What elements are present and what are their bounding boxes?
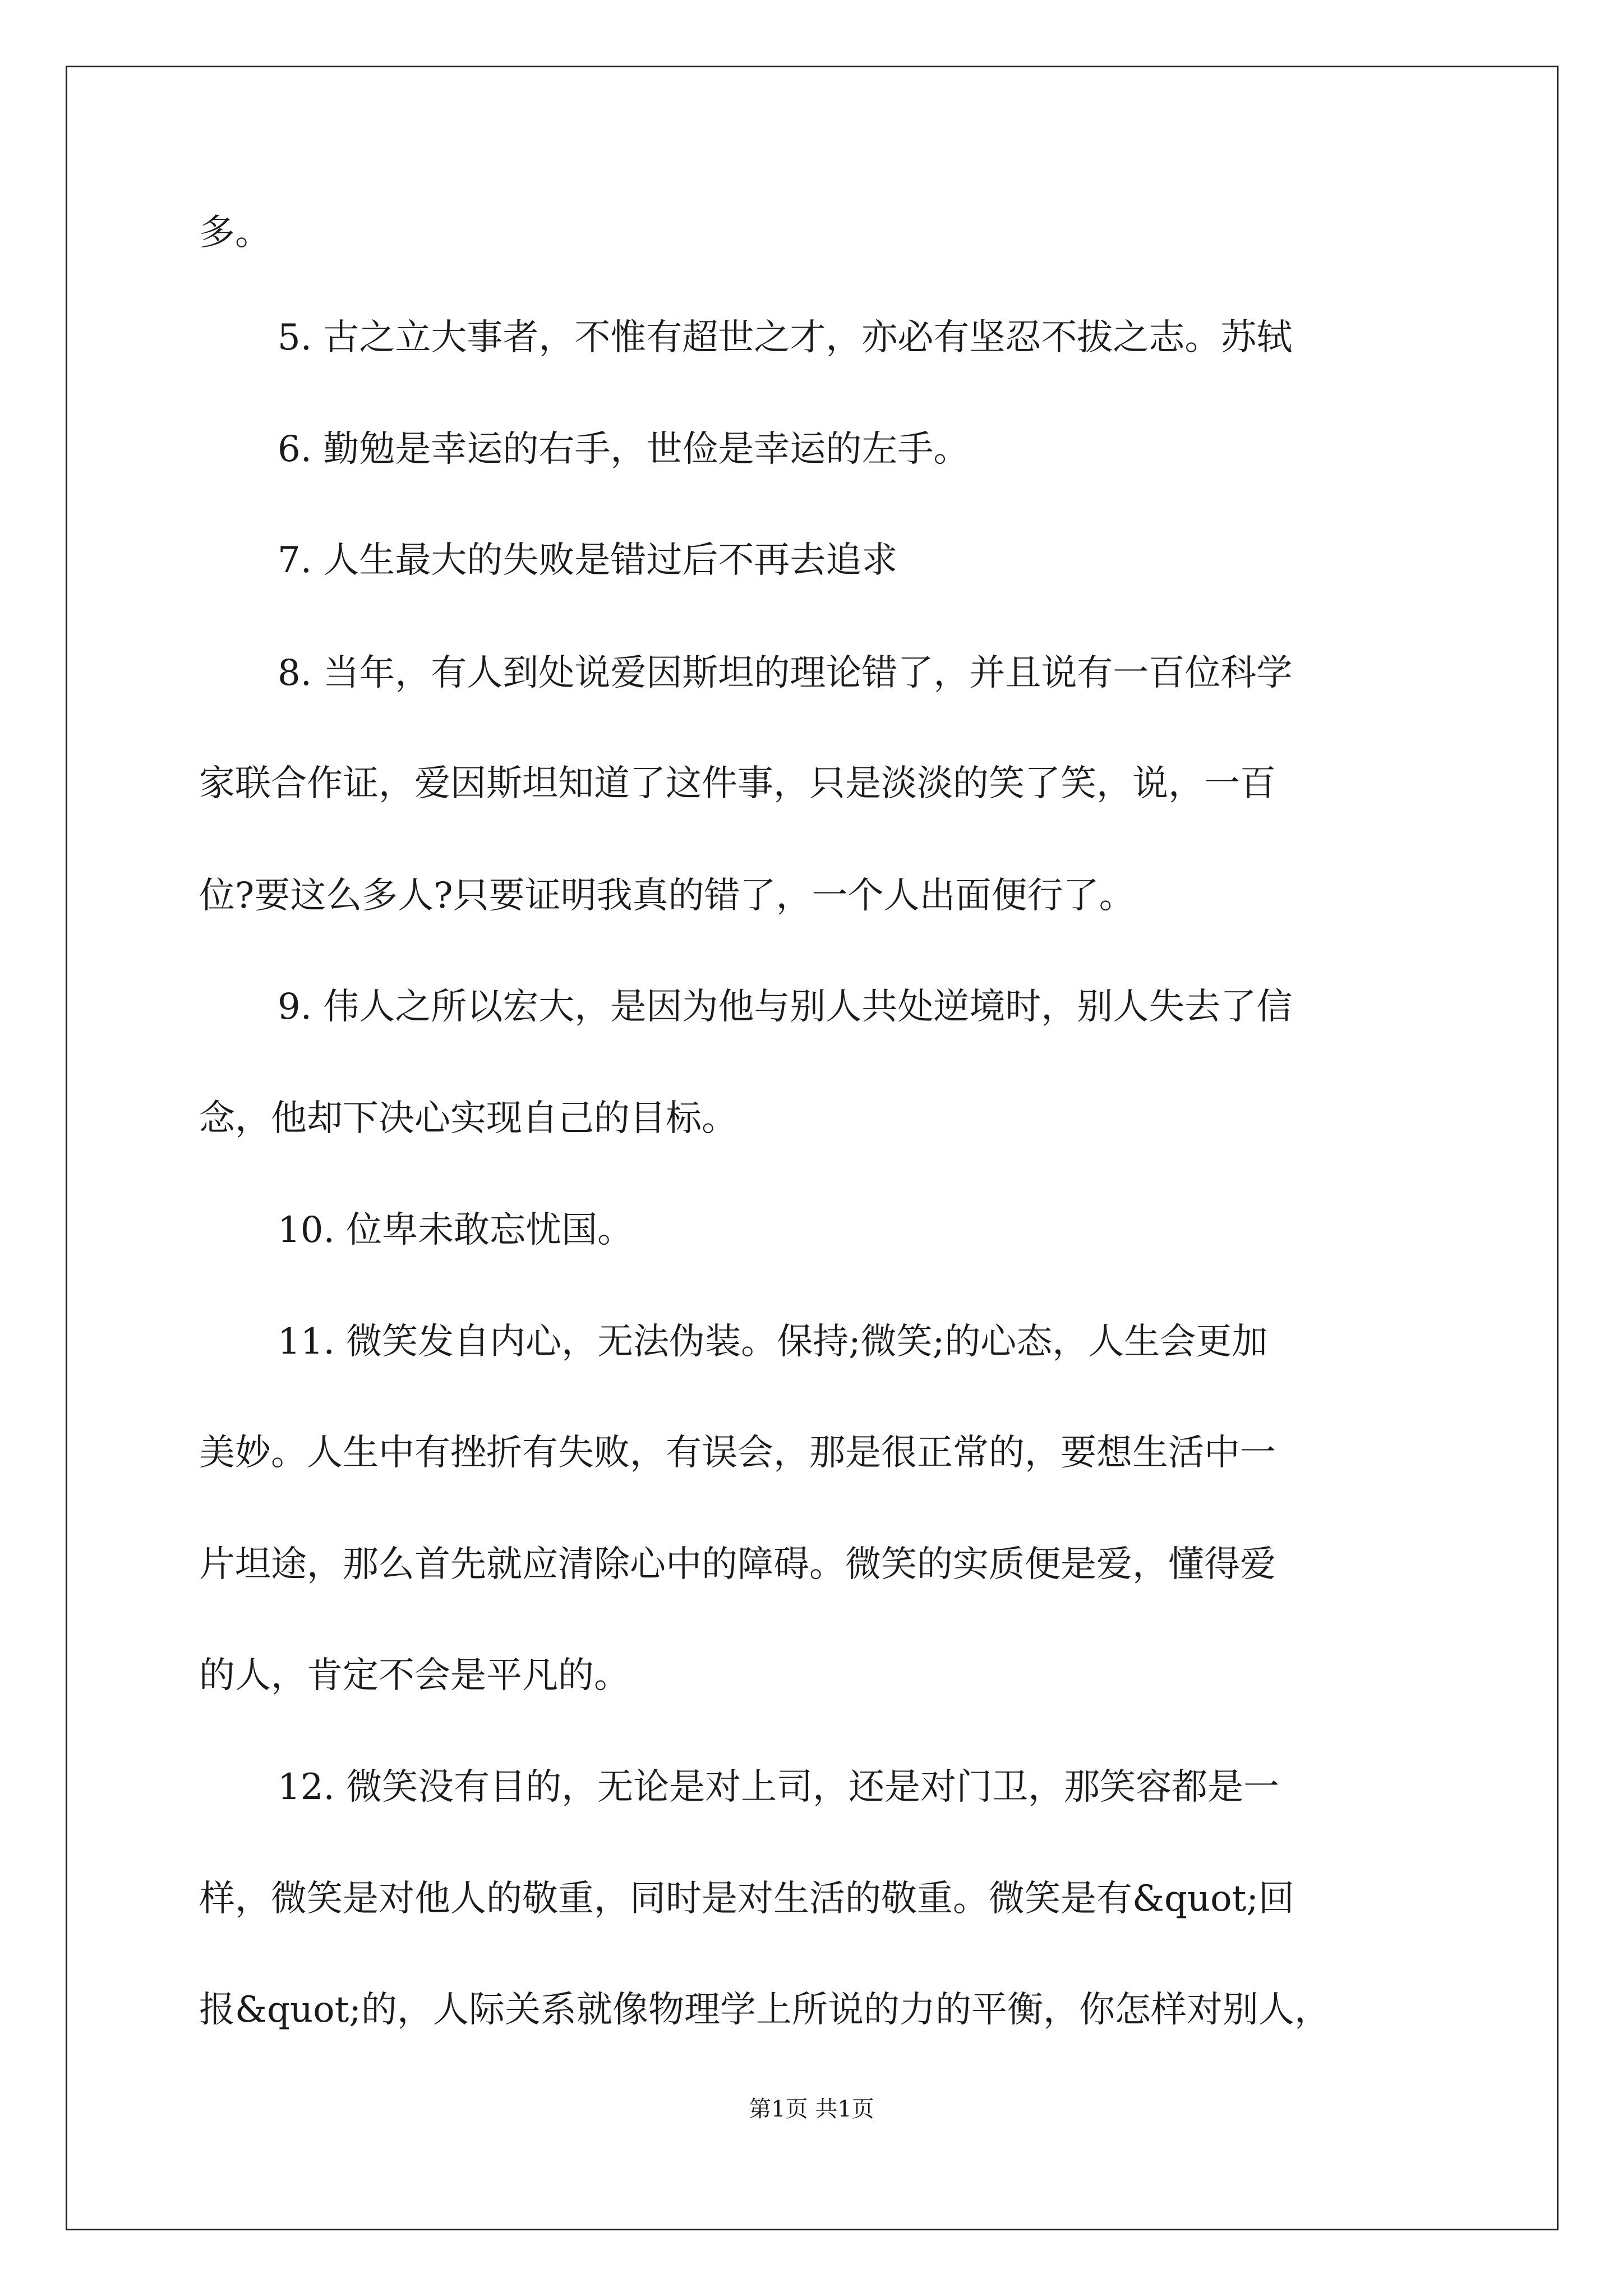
text-line: 8. 当年，有人到处说爱因斯坦的理论错了，并且说有一百位科学: [278, 652, 1293, 694]
text-line: 报&quot;的，人际关系就像物理学上所说的力的平衡，你怎样对别人，: [199, 1989, 1330, 2031]
text-line: 多。: [199, 212, 271, 254]
text-line: 11. 微笑发自内心，无法伪装。保持;微笑;的心态，人生会更加: [278, 1321, 1268, 1363]
page-footer: 第1页 共1页: [749, 2096, 874, 2122]
text-line: 美妙。人生中有挫折有失败，有误会，那是很正常的，要想生活中一: [199, 1432, 1276, 1474]
text-line: 12. 微笑没有目的，无论是对上司，还是对门卫，那笑容都是一: [278, 1766, 1280, 1808]
text-line: 6. 勤勉是幸运的右手，世俭是幸运的左手。: [278, 429, 970, 470]
text-line: 5. 古之立大事者，不惟有超世之才，亦必有坚忍不拔之志。苏轼: [278, 317, 1293, 358]
text-line: 片坦途，那么首先就应清除心中的障碍。微笑的实质便是爱，懂得爱: [199, 1544, 1276, 1585]
text-line: 样，微笑是对他人的敬重，同时是对生活的敬重。微笑是有&quot;回: [199, 1878, 1294, 1920]
text-line: 的人，肯定不会是平凡的。: [199, 1655, 630, 1696]
text-line: 念，他却下决心实现自己的目标。: [199, 1098, 737, 1139]
text-line: 家联合作证，爱因斯坦知道了这件事，只是淡淡的笑了笑，说，一百: [199, 763, 1276, 804]
text-line: 7. 人生最大的失败是错过后不再去追求: [278, 540, 898, 581]
text-line: 位?要这么多人?只要证明我真的错了，一个人出面便行了。: [199, 875, 1135, 917]
text-line: 10. 位卑未敢忘忧国。: [278, 1209, 634, 1251]
text-line: 9. 伟人之所以宏大，是因为他与别人共处逆境时，别人失去了信: [278, 986, 1293, 1028]
